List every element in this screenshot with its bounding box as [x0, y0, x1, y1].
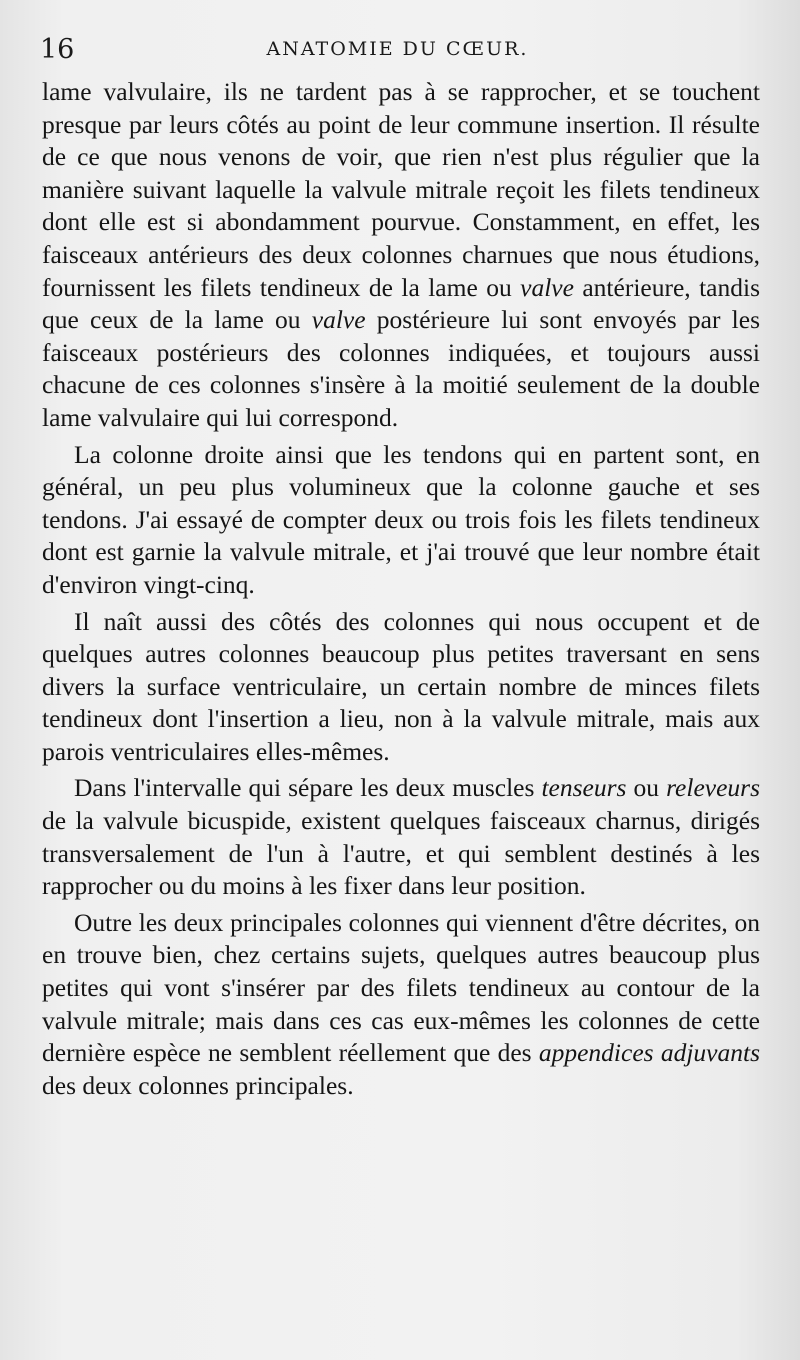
italic-text: appendices adjuvants — [538, 1038, 760, 1068]
text-segment: antérieure, tandis que ceux de la lame ou — [42, 272, 761, 335]
italic-text: valve — [311, 305, 366, 335]
paragraph — [42, 772, 760, 902]
text-segment: Outre les deux principales colonnes qui viennent d'être décrites, on en trouve bien, chez certains sujets, quelques autres beaucoup plus petites qui vont s'insérer par des filets tendineux au contour de la valvule mitrale; mais dans ces cas eux-mêmes les colonnes de cette dernière espèce ne semblent réellement que des — [42, 907, 760, 1068]
italic-text: tenseurs — [541, 773, 627, 803]
text-segment: Il naît aussi des côtés des colonnes qui nous occupent et de quelques autres colonnes beaucoup plus petites traversant en sens divers la surface ventriculaire, un certain nombre de minces filets tendineux dont l'insertion a lieu, non à la valvule mitrale, mais aux parois ventriculaires elles-mêmes. — [42, 606, 760, 766]
italic-text: valve — [520, 272, 574, 302]
text-segment: ou — [626, 773, 667, 803]
page-number: 16 — [40, 34, 75, 65]
text-segment: postérieure lui sont envoyés par les faisceaux postérieurs des colonnes indiquées, et toujours aussi chacune de ces colonnes s'insère à la moitié seulement de la double lame valvulaire qui lui correspond. — [42, 305, 760, 432]
paragraph — [42, 606, 760, 769]
running-head: ANATOMIE DU CŒUR. — [266, 38, 529, 60]
text-segment: lame valvulaire, ils ne tardent pas à se rapprocher, et se touchent presque par leurs côtés au point de leur commune insertion. Il résulte de ce que nous venons de voir, que rien n'est plus régulier que la manière suivant laquelle la valvule mitrale reçoit les filets tendineux dont elle est si abondamment pourvue. Constamment, en effet, les faisceaux antérieurs des deux colonnes charnues que nous étudions, fournissent les filets tendineux de la lame ou — [42, 77, 760, 302]
page-header — [40, 34, 755, 64]
text-segment: La colonne droite ainsi que les tendons qui en partent sont, en général, un peu plus volumineux que la colonne gauche et ses tendons. J'ai essayé de compter deux ou trois fois les filets tendineux dont est garnie la valvule mitrale, et j'ai trouvé que leur nombre était d'environ vingt-cinq. — [42, 439, 760, 599]
paragraph — [42, 76, 760, 435]
text-segment: de la valvule bicuspide, existent quelques faisceaux charnus, dirigés transversalement de l'un à l'autre, et qui semblent destinés à les rapprocher ou du moins à les fixer dans leur position. — [42, 806, 760, 901]
body-text — [42, 76, 760, 1102]
italic-text: releveurs — [666, 773, 761, 803]
text-segment: des deux colonnes principales. — [42, 1070, 354, 1100]
paragraph — [42, 907, 760, 1103]
text-segment: Dans l'intervalle qui sépare les deux muscles — [74, 773, 542, 803]
paragraph — [42, 439, 760, 602]
